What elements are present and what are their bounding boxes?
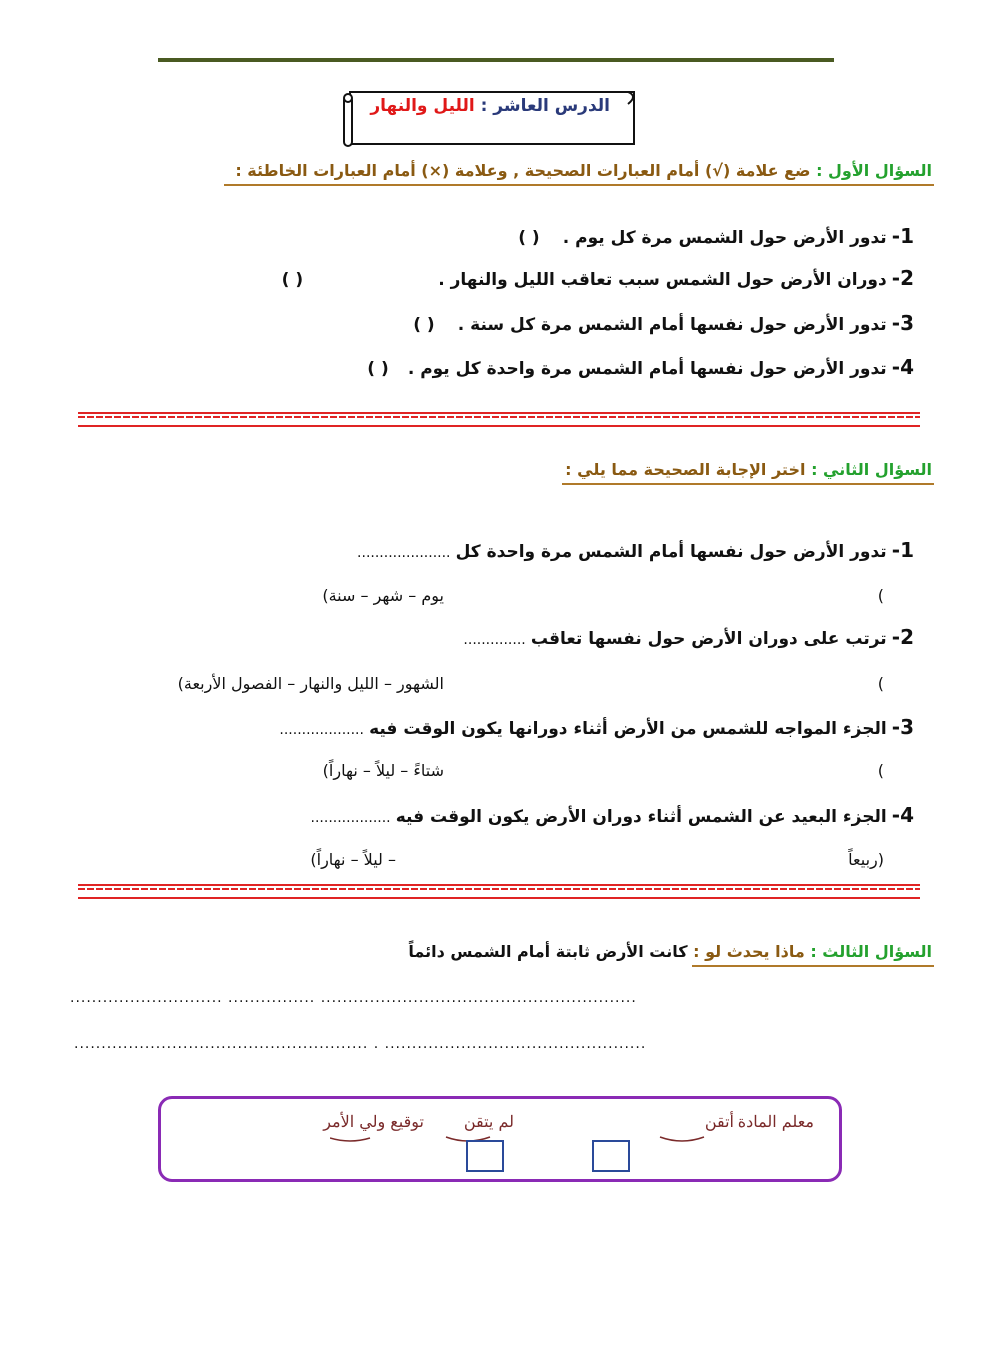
- q1-instruction: ضع علامة (√) أمام العبارات الصحيحة , وعلامة (×) أمام العبارات الخاطئة :: [235, 161, 811, 180]
- item-text: تدور الأرض حول نفسها أمام الشمس مرة كل سنة .: [457, 315, 887, 335]
- q1-item-3: [413, 311, 914, 335]
- item-number: 4-: [891, 355, 914, 379]
- q2-options-3: شتاءً – ليلاً – نهاراً): [322, 761, 444, 780]
- q2-options-1: يوم – شهر – سنة): [322, 586, 444, 605]
- q2-item-4: [311, 803, 914, 827]
- q2-item-3: [279, 715, 914, 739]
- item-text: الجزء المواجه للشمس من الأرض أثناء دورانها يكون الوقت فيه: [369, 719, 887, 739]
- lesson-name: الليل والنهار: [370, 96, 475, 116]
- q2-item-2: [463, 625, 914, 649]
- answer-blank[interactable]: ...................: [279, 722, 364, 738]
- item-number: 3-: [891, 715, 914, 739]
- item-number: 3-: [891, 311, 914, 335]
- item-text: الجزء البعيد عن الشمس أثناء دوران الأرض يكون الوقت فيه: [395, 807, 887, 827]
- item-number: 2-: [891, 266, 914, 290]
- answer-blank[interactable]: ( ): [413, 315, 435, 335]
- q1-item-2: [282, 266, 914, 290]
- answer-blank[interactable]: .....................: [357, 545, 451, 561]
- q2-options-4: – ليلاً – نهاراً): [310, 850, 396, 869]
- q2-open-paren-4: (ربيعاً: [848, 850, 884, 869]
- q3-prompt: ماذا يحدث لو :: [693, 942, 805, 961]
- answer-line-1[interactable]: ............................ ................ ..........................................................: [70, 990, 637, 1006]
- lesson-label: الدرس العاشر :: [480, 96, 610, 116]
- q3-underline: [692, 965, 934, 967]
- q1-label: السؤال الأول :: [816, 161, 932, 180]
- q3-question: كانت الأرض ثابتة أمام الشمس دائماً: [408, 942, 688, 961]
- item-number: 4-: [891, 803, 914, 827]
- guardian-signature-label: توقيع ولي الأمر: [323, 1112, 424, 1131]
- mastered-label: أتقن: [704, 1112, 734, 1131]
- q2-underline: [562, 483, 934, 485]
- top-divider: [158, 58, 834, 62]
- not-mastered-label: لم يتقن: [463, 1112, 514, 1131]
- q2-instruction: اختر الإجابة الصحيحة مما يلي :: [565, 460, 806, 479]
- answer-line-2[interactable]: ...................................................... . ................................................: [74, 1036, 647, 1052]
- q3-heading: [408, 942, 932, 961]
- answer-blank[interactable]: ( ): [367, 359, 389, 379]
- item-text: تدور الأرض حول الشمس مرة كل يوم .: [562, 228, 887, 248]
- q2-open-paren-1: (: [877, 586, 884, 605]
- item-number: 2-: [891, 625, 914, 649]
- item-text: دوران الأرض حول الشمس سبب تعاقب الليل والنهار .: [438, 270, 887, 290]
- q1-item-1: [518, 224, 914, 248]
- q2-open-paren-3: (: [877, 761, 884, 780]
- q2-label: السؤال الثاني :: [811, 460, 932, 479]
- q3-label: السؤال الثالث :: [810, 942, 932, 961]
- decorative-swash-icon: [658, 1134, 708, 1144]
- item-number: 1-: [891, 538, 914, 562]
- section-separator: [78, 412, 920, 427]
- answer-blank[interactable]: ..................: [310, 810, 391, 826]
- item-number: 1-: [891, 224, 914, 248]
- q1-underline: [224, 184, 934, 186]
- q2-heading: [565, 460, 932, 479]
- answer-blank[interactable]: ..............: [463, 632, 526, 648]
- q2-open-paren-2: (: [877, 674, 884, 693]
- q1-heading: [235, 161, 932, 180]
- lesson-title: [370, 96, 610, 116]
- answer-blank[interactable]: ( ): [281, 270, 304, 290]
- item-text: ترتب على دوران الأرض حول نفسها تعاقب: [530, 629, 887, 649]
- not-mastered-checkbox[interactable]: [466, 1140, 504, 1172]
- teacher-label: معلم المادة: [737, 1112, 814, 1131]
- item-text: تدور الأرض حول نفسها أمام الشمس مرة واحدة كل يوم .: [407, 359, 887, 379]
- item-text: تدور الأرض حول نفسها أمام الشمس مرة واحدة كل: [455, 542, 887, 562]
- section-separator: [78, 884, 920, 899]
- q1-item-4: [367, 355, 914, 379]
- lesson-title-banner: [342, 88, 640, 148]
- q2-item-1: [357, 538, 914, 562]
- mastered-checkbox[interactable]: [592, 1140, 630, 1172]
- q2-options-2: الشهور – الليل والنهار – الفصول الأربعة): [177, 674, 444, 693]
- answer-blank[interactable]: ( ): [518, 228, 540, 248]
